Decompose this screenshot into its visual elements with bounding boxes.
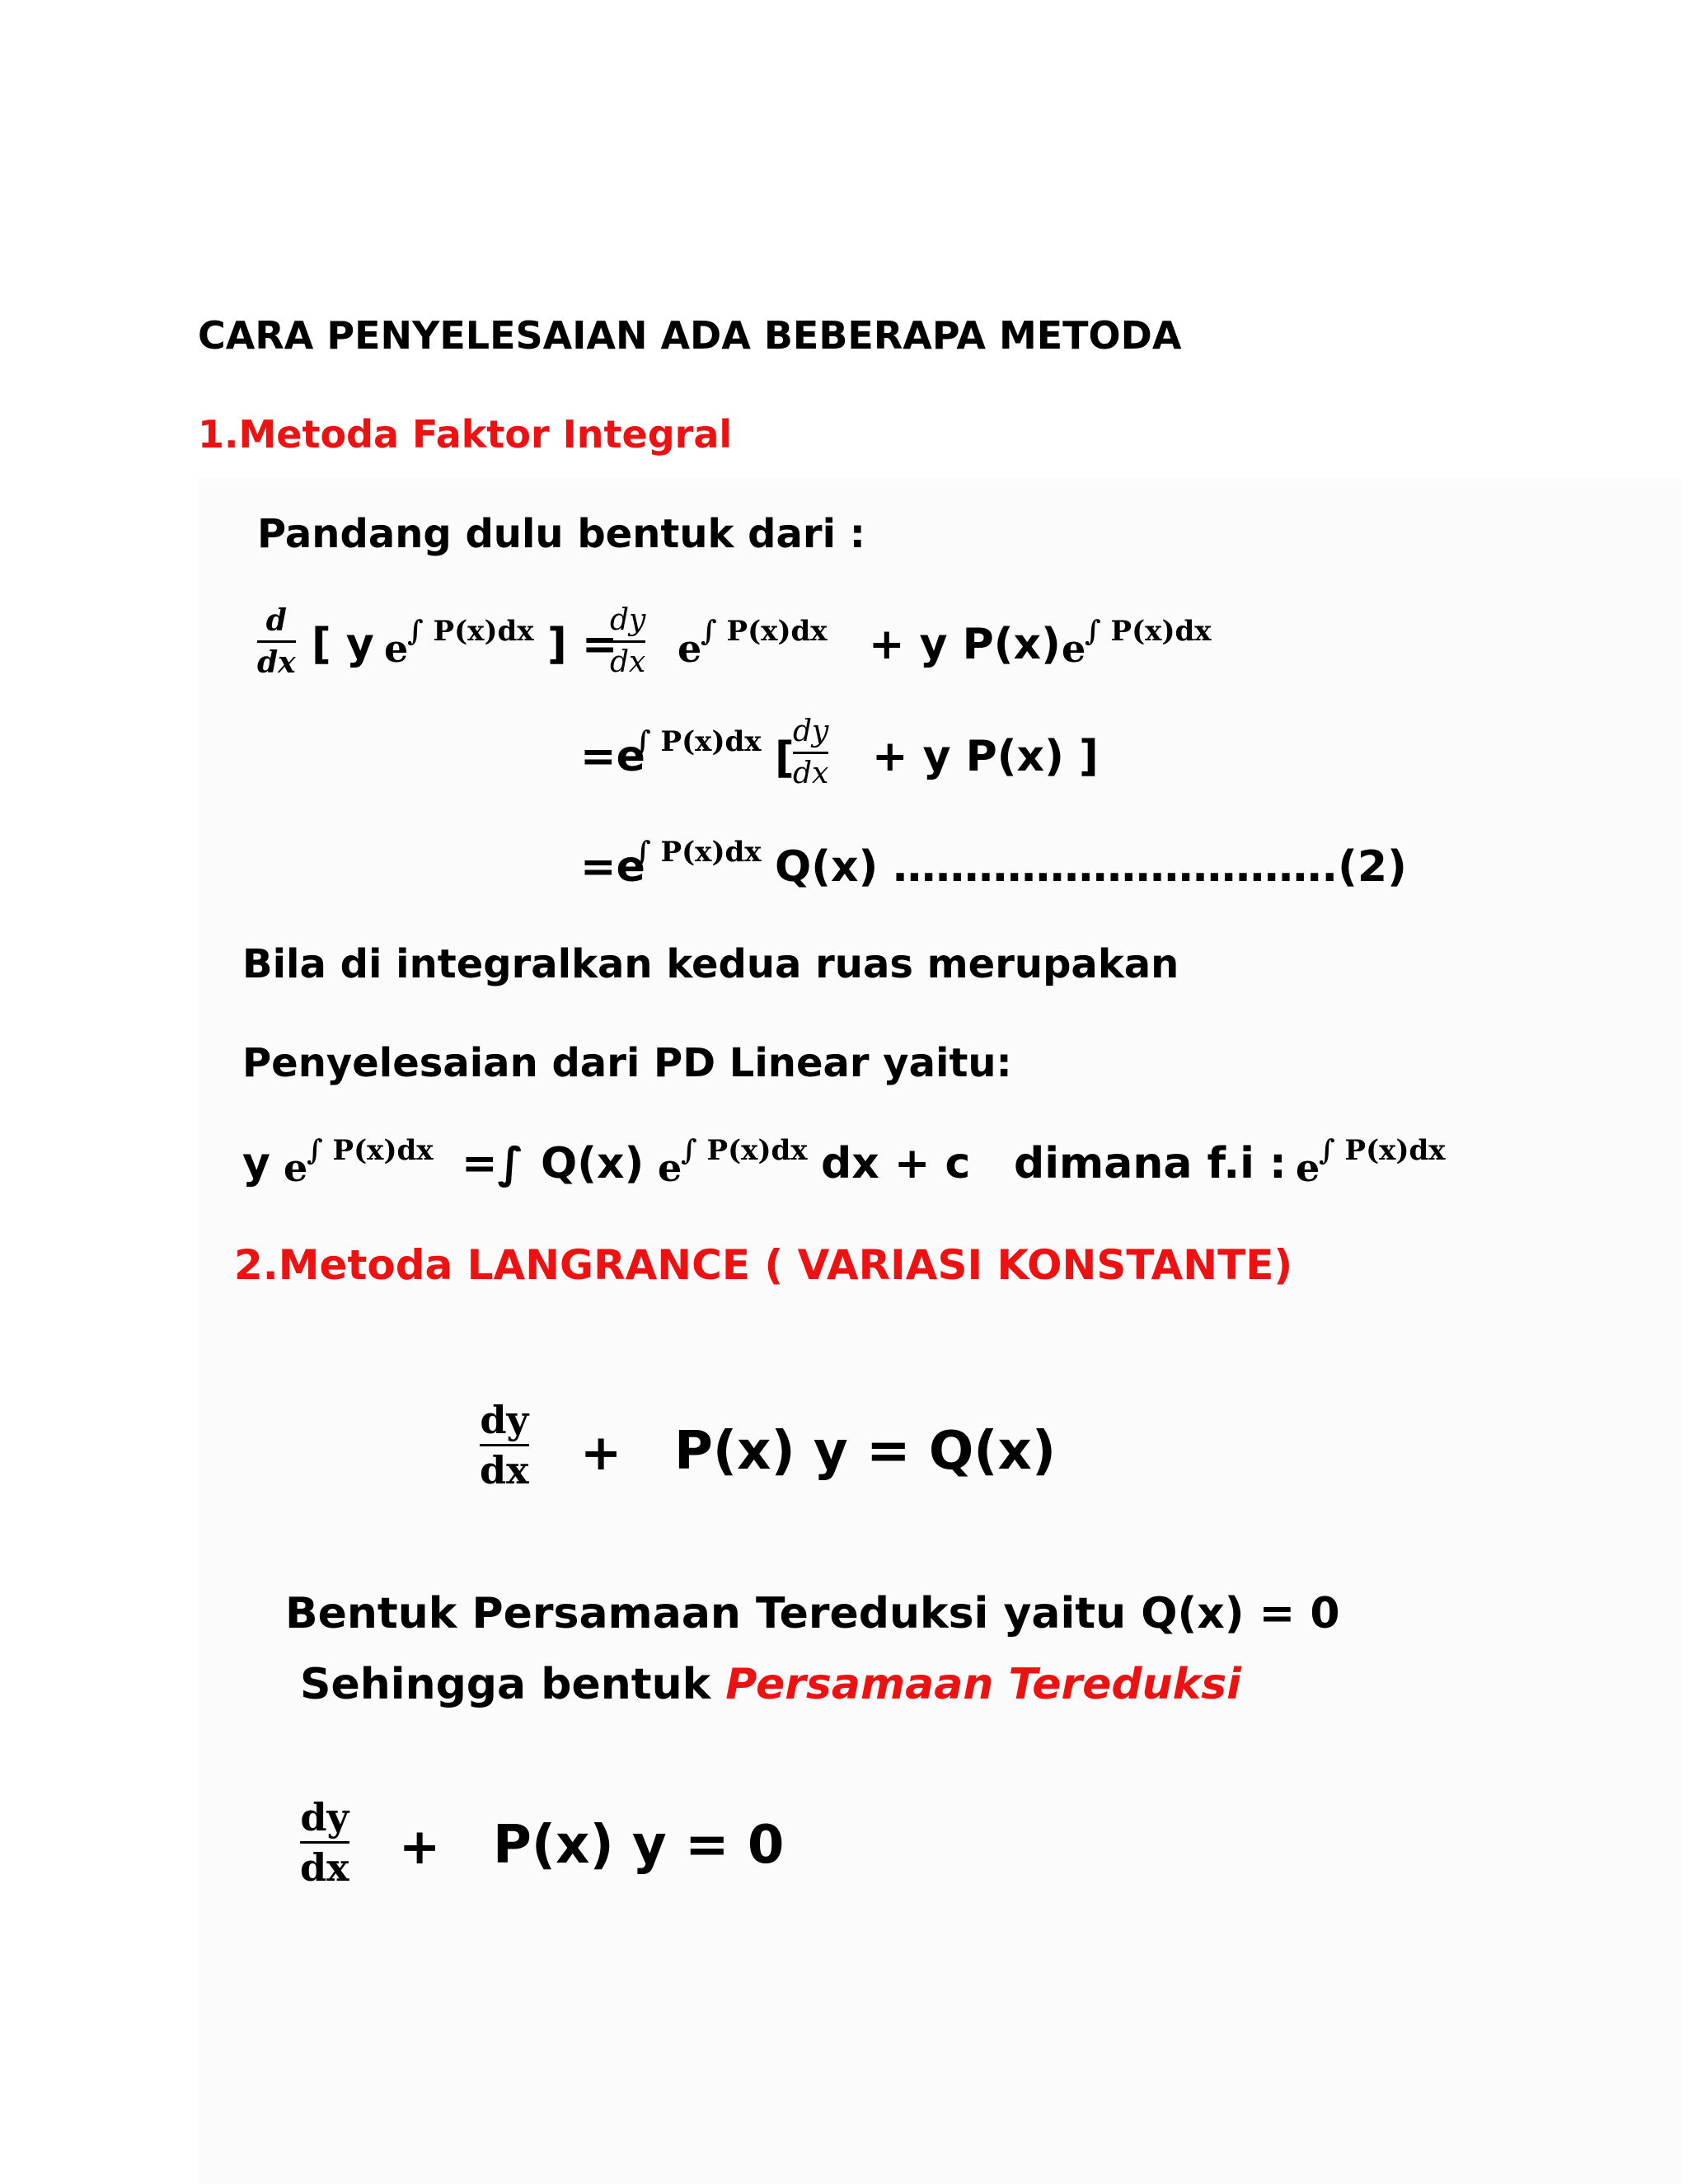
eq1-bracket-open: [ y [312,620,374,669]
sol-exp1: ∫ P(x)dx [307,1134,434,1167]
eq2-lead: =e [580,732,645,781]
fraction-dy-dx-4: dy dx [300,1795,349,1890]
text2-prefix: Sehingga bentuk [300,1660,726,1709]
eq2-exp: ∫ P(x)dx [635,725,762,758]
eq1-e1: e [384,626,409,671]
eq3-lead: =e [580,842,645,892]
method1-text1: Bila di integralkan kedua ruas merupakan [242,941,1179,987]
method1-intro: Pandang dulu bentuk dari : [257,511,865,557]
fraction-d-dx: d dx [257,603,296,680]
sol-exp2: ∫ P(x)dx [681,1134,808,1167]
method1-heading: 1.Metoda Faktor Integral [198,412,733,457]
text2-emphasis: Persamaan Tereduksi [725,1660,1241,1709]
fraction-dy-dx-1: dy dx [610,603,646,679]
eq1-exp3: ∫ P(x)dx [1085,615,1212,648]
method2-eq-main: P(x) y = Q(x) [674,1421,1057,1482]
eq2-tail: + y P(x) ] [872,732,1099,781]
sol-y: y [242,1139,270,1188]
eq1-exp1: ∫ P(x)dx [407,615,534,648]
sol-exp3: ∫ P(x)dx [1319,1134,1446,1167]
eq1-tail: + y P(x) [869,620,1061,669]
reduced-plus: + [399,1818,441,1876]
eq1-exp2: ∫ P(x)dx [701,615,828,648]
method2-text2 [300,1660,1241,1709]
sol-dimana: dimana f.i : [1014,1139,1287,1188]
method2-plus: + [580,1424,622,1482]
eq3-tail: Q(x) ………………………….(2) [775,842,1407,892]
sol-e1: e [284,1146,308,1190]
reduced-eq: P(x) y = 0 [493,1815,785,1876]
eq2-open: [ [775,733,795,783]
fraction-dy-dx-3: dy dx [480,1398,529,1493]
eq1-e3: e [1062,626,1086,671]
fraction-dy-dx-2: dy dx [793,715,829,790]
eq1-bracket-close: ] = [547,620,618,669]
eq3-exp: ∫ P(x)dx [635,836,762,869]
method2-heading: 2.Metoda LANGRANCE ( VARIASI KONSTANTE) [234,1241,1293,1289]
sol-eq: =∫ [462,1139,524,1188]
method1-text2: Penyelesaian dari PD Linear yaitu: [242,1040,1012,1086]
sol-e2: e [658,1146,682,1190]
page-title: CARA PENYELESAIAN ADA BEBERAPA METODA [198,313,1182,358]
sol-dxc: dx + c [821,1139,971,1188]
sol-e3: e [1296,1146,1320,1190]
sol-q: Q(x) [541,1139,645,1188]
eq1-e2: e [678,626,702,671]
method2-text1: Bentuk Persamaan Tereduksi yaitu Q(x) = 0 [285,1589,1340,1638]
